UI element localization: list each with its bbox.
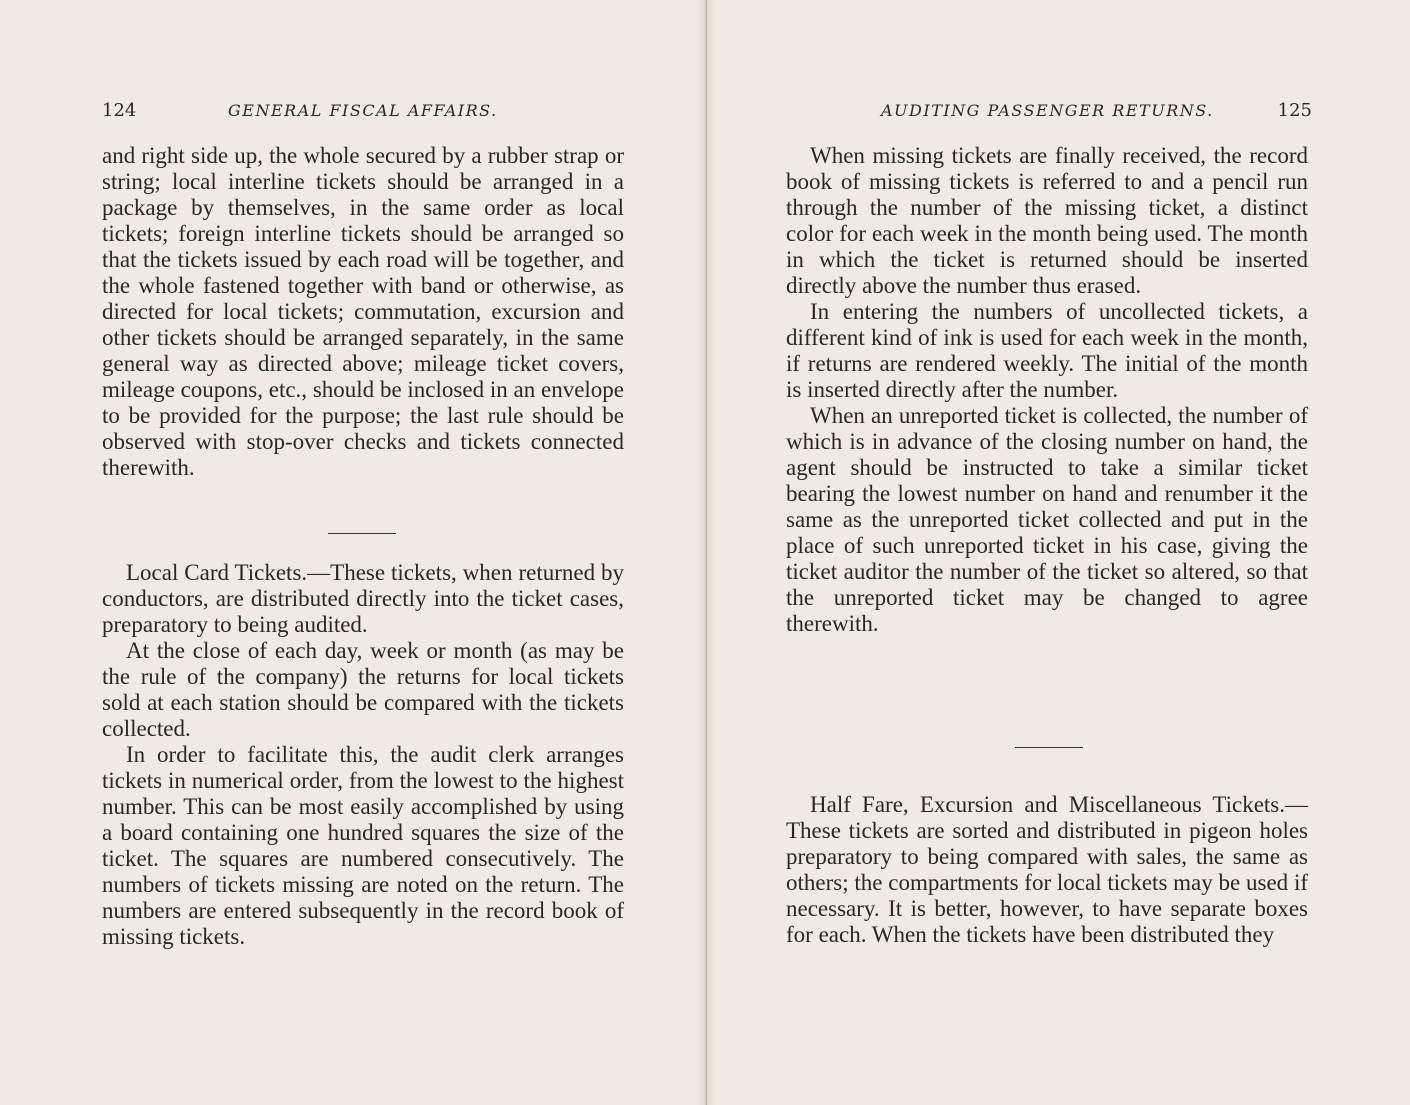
paragraph: Local Card Tickets.—These tickets, when returned by conductors, are distributed directly into the ticket cases, preparatory to being audited.: [102, 560, 624, 637]
right-page-number: 125: [1277, 100, 1312, 121]
left-page-number: 124: [102, 100, 137, 121]
section-divider: [1015, 747, 1083, 748]
paragraph: At the close of each day, week or month (as may be the rule of the company) the returns for local tickets sold at each station should be compared with the tickets collected.: [102, 638, 624, 741]
right-running-head: [786, 98, 1312, 124]
paragraph: Half Fare, Excursion and Miscellaneous Tickets.—These tickets are sorted and distributed in pigeon holes preparatory to being compared with sales, the same as others; the compartments for local tickets may be used if necessary. It is better, however, to have separate boxes for each. When the tickets have been distributed they: [786, 792, 1308, 947]
continuation-paragraph: and right side up, the whole secured by a rubber strap or string; local interline tickets should be arranged in a package by themselves, in the same order as local tickets; foreign interline tickets should be arranged so that the tickets issued by each road will be together, and the whole fastened together with band or otherwise, as directed for local tickets; commutation, excursion and other tickets should be arranged separately, in the same general way as directed above; mileage ticket covers, mileage coupons, etc., should be inclosed in an envelope to be provided for the purpose; the last rule should be observed with stop-over checks and tickets connected therewith.: [102, 143, 624, 480]
left-running-head: [102, 98, 632, 124]
right-section-block: [786, 792, 1308, 948]
book-gutter-line: [706, 0, 707, 1105]
paragraph: When an unreported ticket is collected, the number of which is in advance of the closing number on hand, the agent should be instructed to take a similar ticket bearing the lowest number on hand and renumber it the same as the unreported ticket collected and put in the place of such unreported ticket in his case, giving the ticket auditor the number of the ticket so altered, so that the unreported ticket may be changed to agree therewith.: [786, 403, 1308, 636]
right-page: [706, 0, 1410, 1105]
paragraph: When missing tickets are finally received, the record book of missing tickets is referred to and a pencil run through the number of the missing ticket, a distinct color for each week in the month being used. The month in which the ticket is returned should be inserted directly above the number thus erased.: [786, 143, 1308, 298]
paragraph: In order to facilitate this, the audit clerk arranges tickets in numerical order, from the lowest to the highest number. This can be most easily accomplished by using a board containing one hundred squares the size of the ticket. The squares are numbered consecutively. The numbers of tickets missing are noted on the return. The numbers are entered subsequently in the record book of missing tickets.: [102, 742, 624, 949]
paragraph: In entering the numbers of uncollected tickets, a different kind of ink is used for each week in the month, if returns are rendered weekly. The initial of the month is inserted directly after the number.: [786, 299, 1308, 402]
left-running-title: GENERAL FISCAL AFFAIRS.: [228, 101, 498, 120]
left-continuation-block: [102, 143, 624, 481]
left-section-block: [102, 560, 624, 950]
right-running-title: AUDITING PASSENGER RETURNS.: [881, 101, 1214, 120]
right-main-block: [786, 143, 1308, 637]
section-divider: [328, 533, 396, 534]
